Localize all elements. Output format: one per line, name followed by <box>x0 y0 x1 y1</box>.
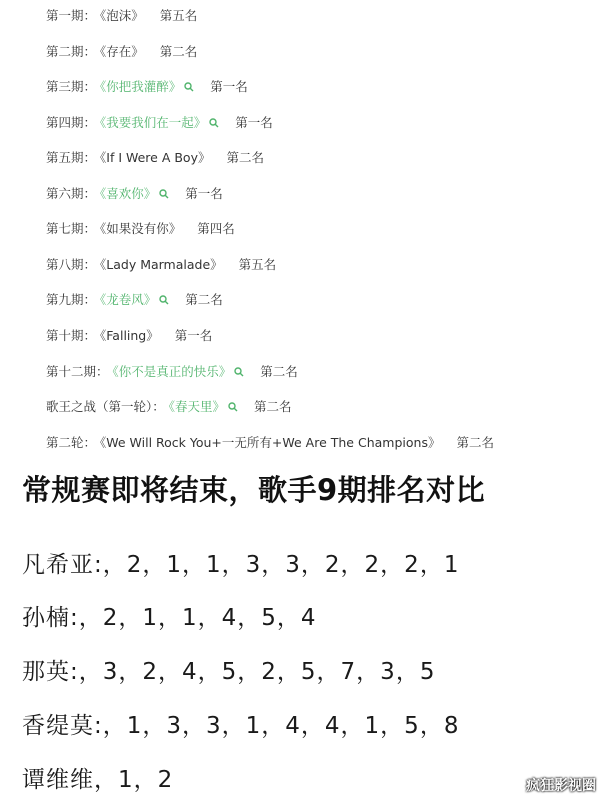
song-link[interactable]: 《春天里》 <box>168 399 226 414</box>
song-link[interactable]: 《喜欢你》 <box>100 186 157 201</box>
episode-rank: 第一名 <box>185 186 223 201</box>
episode-row <box>46 42 197 62</box>
episode-rank: 第二名 <box>254 399 292 414</box>
episode-row <box>46 433 494 453</box>
song-title: 《Falling》 <box>100 328 159 343</box>
episode-row <box>46 6 197 26</box>
episode-rank: 第二名 <box>159 44 198 59</box>
episode-period: 第一期： <box>46 8 97 23</box>
episode-period: 第七期： <box>46 221 97 236</box>
song-title: 《存在》 <box>100 44 144 59</box>
episode-period: 第八期： <box>46 257 97 272</box>
song-title: 《如果没有你》 <box>100 221 182 236</box>
song-link[interactable]: 《你不是真正的快乐》 <box>112 364 232 379</box>
episode-rank: 第四名 <box>197 221 235 236</box>
episode-row <box>46 184 223 204</box>
episode-period: 第四期： <box>46 115 97 130</box>
episode-rank: 第二名 <box>456 435 494 450</box>
singer-ranking-line: 香缇莫:，1，3，3，1，4，4，1，5，8 <box>22 713 460 739</box>
episode-rank: 第二名 <box>226 150 264 165</box>
episode-rank: 第二名 <box>185 292 223 307</box>
episode-period: 第五期： <box>46 150 97 165</box>
singer-ranking-line: 凡希亚:，2，1，1，3，3，2，2，2，1 <box>22 552 460 578</box>
episode-row <box>46 77 248 97</box>
search-icon[interactable] <box>228 398 238 408</box>
song-title: 《If I Were A Boy》 <box>100 150 211 165</box>
episode-period: 第九期： <box>46 292 97 307</box>
song-title: 《We Will Rock You+一无所有+We Are The Champions》 <box>100 435 441 450</box>
headline: 常规赛即将结束，歌手9期排名对比 <box>22 473 486 507</box>
episode-period: 第二轮： <box>46 435 97 450</box>
song-link[interactable]: 《你把我灌醉》 <box>100 79 182 94</box>
episode-period: 第三期： <box>46 79 97 94</box>
search-icon[interactable] <box>184 78 194 88</box>
search-icon[interactable] <box>209 114 219 124</box>
search-icon[interactable] <box>234 363 244 373</box>
search-icon[interactable] <box>159 185 169 195</box>
episode-row <box>46 290 223 310</box>
episode-period: 第十期： <box>46 328 97 343</box>
episode-row <box>46 397 292 417</box>
episode-rank: 第五名 <box>238 257 277 272</box>
watermark: 疯狂影视圈 <box>526 778 596 794</box>
episode-row <box>46 326 212 346</box>
singer-ranking-line: 那英:，3，2，4，5，2，5，7，3，5 <box>22 659 436 685</box>
episode-rank: 第五名 <box>159 8 198 23</box>
episode-row <box>46 362 298 382</box>
song-title: 《泡沫》 <box>100 8 144 23</box>
episode-period: 歌王之战（第一轮）： <box>46 399 165 414</box>
episode-rank: 第一名 <box>235 115 273 130</box>
episode-row <box>46 113 273 133</box>
episode-row <box>46 148 264 168</box>
episode-row <box>46 255 276 275</box>
episode-rank: 第二名 <box>260 364 298 379</box>
singer-ranking-line: 谭维维，1，2 <box>22 767 174 793</box>
episode-row <box>46 219 235 239</box>
song-link[interactable]: 《龙卷风》 <box>100 292 157 307</box>
episode-rank: 第一名 <box>210 79 248 94</box>
song-title: 《Lady Marmalade》 <box>100 257 223 272</box>
search-icon[interactable] <box>159 291 169 301</box>
episode-period: 第六期： <box>46 186 97 201</box>
episode-period: 第二期： <box>46 44 97 59</box>
episode-period: 第十二期： <box>46 364 109 379</box>
song-link[interactable]: 《我要我们在一起》 <box>100 115 207 130</box>
episode-rank: 第一名 <box>174 328 213 343</box>
singer-ranking-line: 孙楠:，2，1，1，4，5，4 <box>22 605 317 631</box>
